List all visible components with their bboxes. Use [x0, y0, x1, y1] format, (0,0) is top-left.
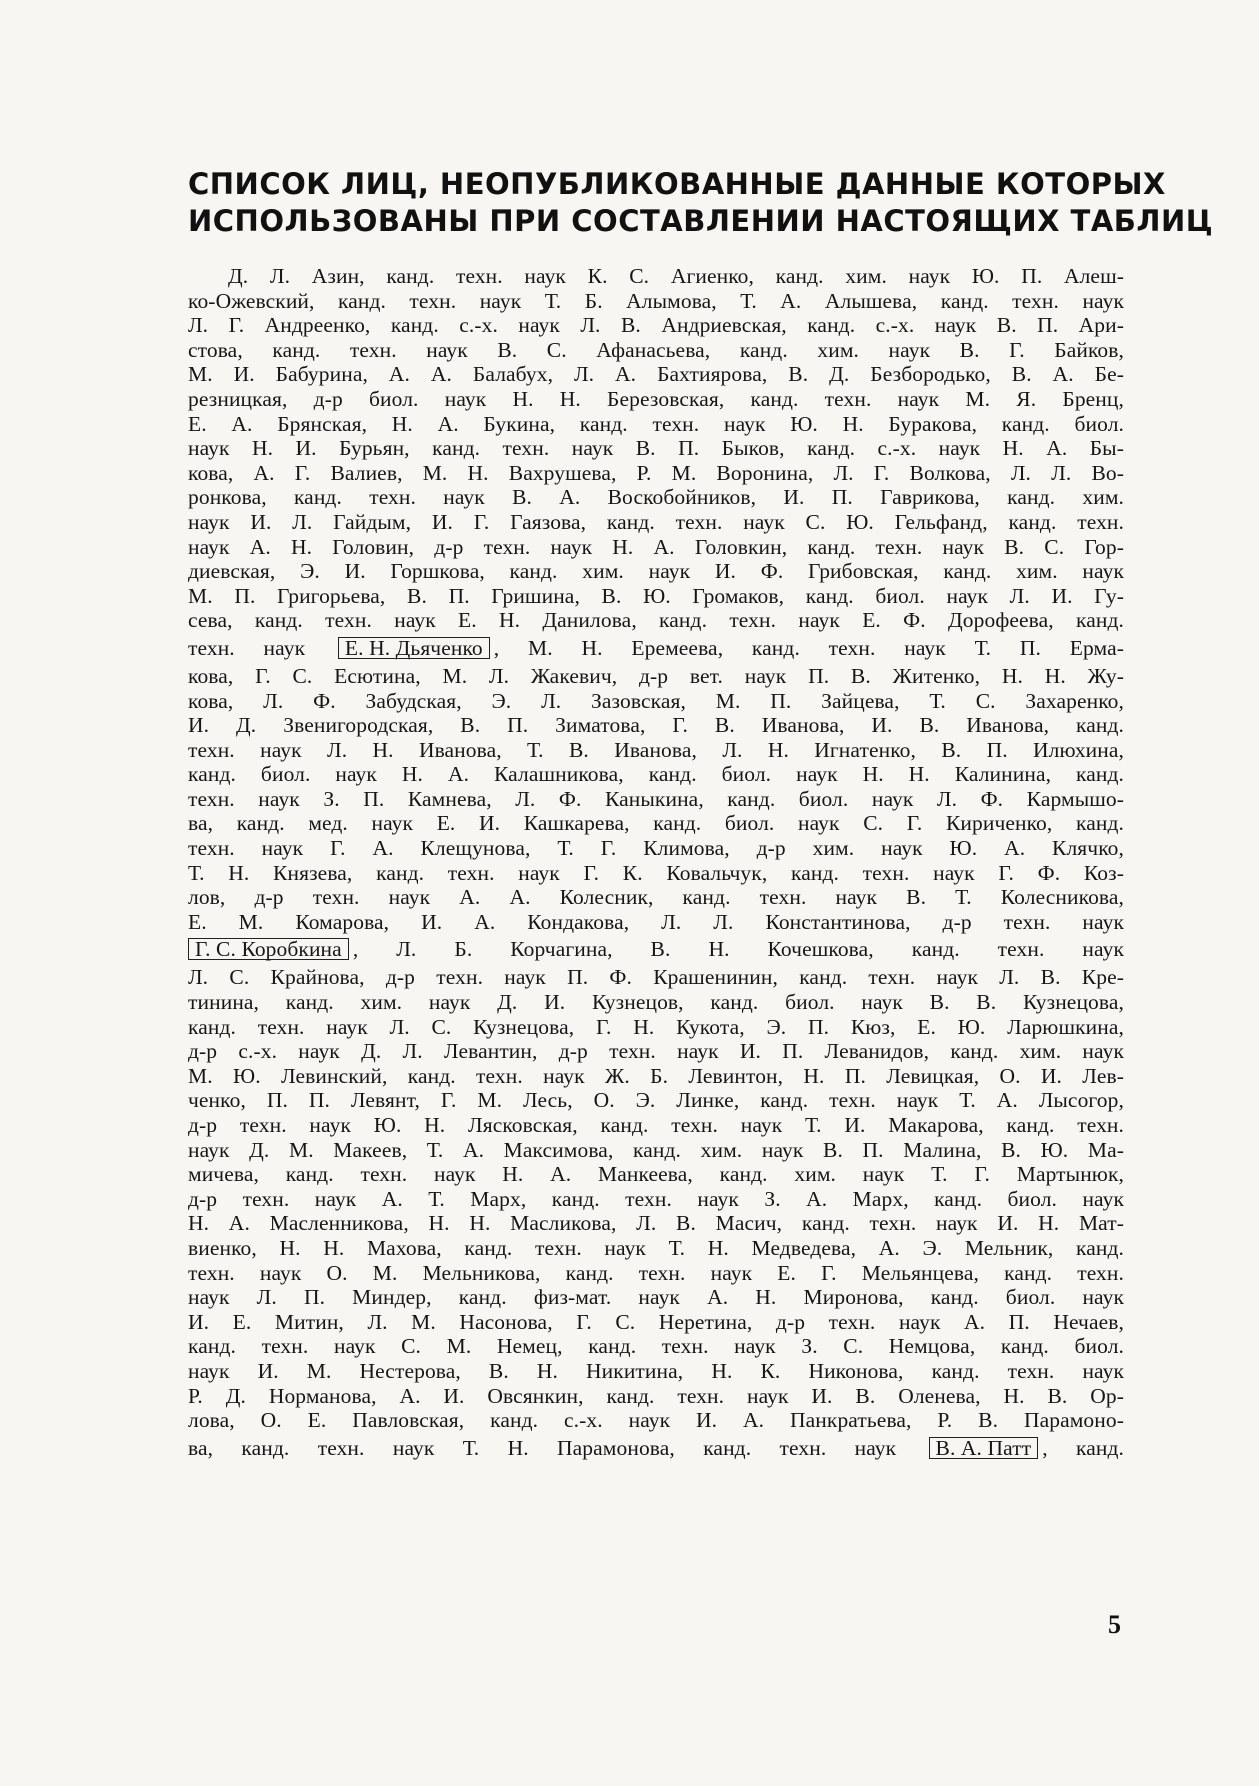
text-fragment: техн. наук [188, 635, 306, 660]
text-line: Д. Л. Азин, канд. техн. наук К. С. Агиенко, канд. хим. наук Ю. П. Алеш- [228, 264, 1124, 288]
text-line [188, 934, 1124, 965]
text-line: стова, канд. техн. наук В. С. Афанасьева, канд. хим. наук В. Г. Байков, [188, 337, 1124, 362]
text-line: ва, канд. мед. наук Е. И. Кашкарева, канд. биол. наук С. Г. Кириченко, канд. [188, 811, 1124, 836]
memorial-frame: Г. С. Коробкина [188, 938, 349, 960]
text-line: мичева, канд. техн. наук Н. А. Манкеева, канд. хим. наук Т. Г. Мартынюк, [188, 1162, 1124, 1187]
text-line: наук Н. И. Бурьян, канд. техн. наук В. П. Быков, канд. с.-х. наук Н. А. Бы- [188, 436, 1124, 461]
heading-line-2: ИСПОЛЬЗОВАНЫ ПРИ СОСТАВЛЕНИИ НАСТОЯЩИХ ТАБЛИЦ [188, 204, 1214, 238]
text-line: кова, А. Г. Валиев, М. Н. Вахрушева, Р. М. Воронина, Л. Г. Волкова, Л. Л. Во- [188, 460, 1124, 485]
page-number: 5 [1108, 1610, 1121, 1639]
text-line: Н. А. Масленникова, Н. Н. Масликова, Л. В. Масич, канд. техн. наук И. Н. Мат- [188, 1211, 1124, 1236]
text-line: наук Л. П. Миндер, канд. физ-мат. наук А. Н. Миронова, канд. биол. наук [188, 1285, 1124, 1310]
text-line: лова, О. Е. Павловская, канд. с.-х. наук И. А. Панкратьева, Р. В. Парамоно- [188, 1408, 1124, 1433]
text-line: канд. биол. наук Н. А. Калашникова, канд. биол. наук Н. Н. Калинина, канд. [188, 762, 1124, 787]
text-line: сева, канд. техн. наук Е. Н. Данилова, канд. техн. наук Е. Ф. Дорофеева, канд. [188, 608, 1124, 633]
text-line: д-р техн. наук А. Т. Марх, канд. техн. наук З. А. Марх, канд. биол. наук [188, 1186, 1124, 1211]
text-line: Л. Г. Андреенко, канд. с.-х. наук Л. В. Андриевская, канд. с.-х. наук В. П. Ари- [188, 313, 1124, 338]
text-line: Т. Н. Князева, канд. техн. наук Г. К. Ковальчук, канд. техн. наук Г. Ф. Коз- [188, 860, 1124, 885]
text-line: И. Д. Звенигородская, В. П. Зиматова, Г. В. Иванова, И. В. Иванова, канд. [188, 713, 1124, 738]
text-line: канд. техн. наук Л. С. Кузнецова, Г. Н. Кукота, Э. П. Кюз, Е. Ю. Ларюшкина, [188, 1014, 1124, 1039]
heading-line-1: СПИСОК ЛИЦ, НЕОПУБЛИКОВАННЫЕ ДАННЫЕ КОТОРЫХ [188, 167, 1166, 201]
text-line [188, 1433, 1124, 1464]
text-line: лов, д-р техн. наук А. А. Колесник, канд. техн. наук В. Т. Колесникова, [188, 885, 1124, 910]
text-line: техн. наук Л. Н. Иванова, Т. В. Иванова, Л. Н. Игнатенко, В. П. Илюхина, [188, 737, 1124, 762]
text-line: д-р техн. наук Ю. Н. Лясковская, канд. техн. наук Т. И. Макарова, канд. техн. [188, 1113, 1124, 1137]
text-line: Е. А. Брянская, Н. А. Букина, канд. техн. наук Ю. Н. Буракова, канд. биол. [188, 411, 1124, 436]
text-fragment: ва, канд. техн. наук Т. Н. Парамонова, канд. техн. наук [188, 1435, 897, 1460]
text-fragment: , Л. Б. Корчагина, В. Н. Кочешкова, канд. техн. наук [352, 937, 1124, 962]
text-line: техн. наук З. П. Камнева, Л. Ф. Каныкина, канд. биол. наук Л. Ф. Кармышо- [188, 786, 1124, 811]
text-line [188, 633, 1124, 664]
text-line: кова, Г. С. Есютина, М. Л. Жакевич, д-р вет. наук П. В. Житенко, Н. Н. Жу- [188, 663, 1124, 688]
text-line: д-р с.-х. наук Д. Л. Левантин, д-р техн. наук И. П. Леванидов, канд. хим. наук [188, 1039, 1124, 1064]
text-line: ко-Ожевский, канд. техн. наук Т. Б. Алымова, Т. А. Алышева, канд. техн. наук [188, 288, 1124, 313]
text-line: наук Д. М. Макеев, Т. А. Максимова, канд. хим. наук В. П. Малина, В. Ю. Ма- [188, 1137, 1124, 1162]
text-line: виенко, Н. Н. Махова, канд. техн. наук Т. Н. Медведева, А. Э. Мельник, канд. [188, 1235, 1124, 1260]
text-line: техн. наук О. М. Мельникова, канд. техн. наук Е. Г. Мельянцева, канд. техн. [188, 1260, 1124, 1285]
text-line: М. И. Бабурина, А. А. Балабух, Л. А. Бахтиярова, В. Д. Безбородько, В. А. Бе- [188, 362, 1124, 387]
text-line: ченко, П. П. Левянт, Г. М. Лесь, О. Э. Линке, канд. техн. наук Т. А. Лысогор, [188, 1088, 1124, 1113]
text-line: наук И. Л. Гайдым, И. Г. Гаязова, канд. техн. наук С. Ю. Гельфанд, канд. техн. [188, 509, 1124, 534]
names-list-paragraph [188, 264, 1124, 1464]
text-line: диевская, Э. И. Горшкова, канд. хим. наук И. Ф. Грибовская, канд. хим. наук [188, 559, 1124, 584]
text-fragment: , М. Н. Еремеева, канд. техн. наук Т. П. Ерма- [493, 635, 1124, 660]
text-line: резницкая, д-р биол. наук Н. Н. Березовская, канд. техн. наук М. Я. Бренц, [188, 386, 1124, 411]
text-line: техн. наук Г. А. Клещунова, Т. Г. Климова, д-р хим. наук Ю. А. Клячко, [188, 836, 1124, 861]
text-line: Л. С. Крайнова, д-р техн. наук П. Ф. Крашенинин, канд. техн. наук Л. В. Кре- [188, 965, 1124, 990]
page-heading [188, 166, 1214, 240]
text-line: наук А. Н. Головин, д-р техн. наук Н. А. Головкин, канд. техн. наук В. С. Гор- [188, 534, 1124, 559]
memorial-frame: В. А. Патт [929, 1437, 1039, 1459]
text-line: Е. М. Комарова, И. А. Кондакова, Л. Л. Константинова, д-р техн. наук [188, 909, 1124, 934]
text-line: канд. техн. наук С. М. Немец, канд. техн. наук З. С. Немцова, канд. биол. [188, 1334, 1124, 1359]
memorial-frame: Е. Н. Дьяченко [338, 637, 490, 659]
text-line: наук И. М. Нестерова, В. Н. Никитина, Н. К. Никонова, канд. техн. наук [188, 1358, 1124, 1383]
text-line: тинина, канд. хим. наук Д. И. Кузнецов, канд. биол. наук В. В. Кузнецова, [188, 990, 1124, 1015]
text-line: ронкова, канд. техн. наук В. А. Воскобойников, И. П. Гаврикова, канд. хим. [188, 485, 1124, 510]
text-line: Р. Д. Норманова, А. И. Овсянкин, канд. техн. наук И. В. Оленева, Н. В. Ор- [188, 1383, 1124, 1408]
text-fragment: , канд. [1042, 1435, 1124, 1460]
text-line: И. Е. Митин, Л. М. Насонова, Г. С. Неретина, д-р техн. наук А. П. Нечаев, [188, 1309, 1124, 1334]
text-line: кова, Л. Ф. Забудская, Э. Л. Зазовская, М. П. Зайцева, Т. С. Захаренко, [188, 688, 1124, 713]
text-line: М. Ю. Левинский, канд. техн. наук Ж. Б. Левинтон, Н. П. Левицкая, О. И. Лев- [188, 1063, 1124, 1088]
text-line: М. П. Григорьева, В. П. Гришина, В. Ю. Громаков, канд. биол. наук Л. И. Гу- [188, 583, 1124, 608]
